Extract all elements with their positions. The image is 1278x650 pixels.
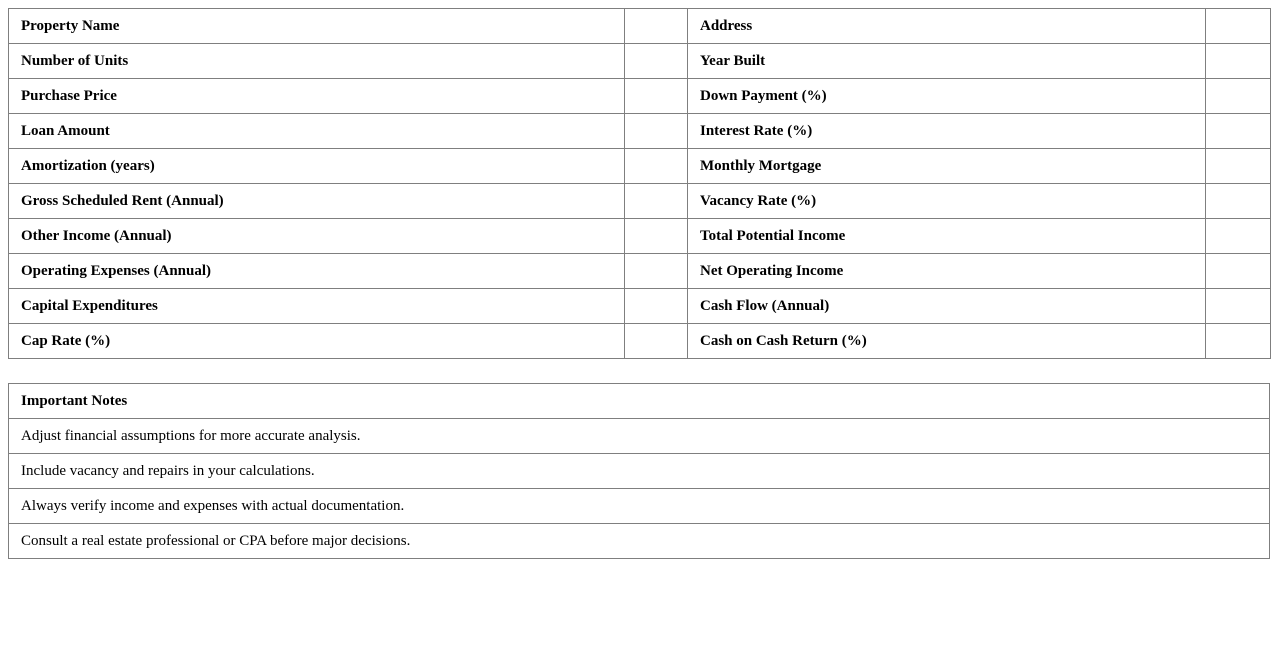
other-income-value[interactable] xyxy=(625,219,688,254)
amortization-label: Amortization (years) xyxy=(9,149,625,184)
property-analysis-table xyxy=(8,8,1271,359)
table-row xyxy=(9,419,1270,454)
table-row xyxy=(9,524,1270,559)
year-built-value[interactable] xyxy=(1206,44,1271,79)
table-row xyxy=(9,44,1271,79)
total-potential-income-label: Total Potential Income xyxy=(688,219,1206,254)
table-row xyxy=(9,324,1271,359)
other-income-label: Other Income (Annual) xyxy=(9,219,625,254)
note-item: Always verify income and expenses with actual documentation. xyxy=(9,489,1270,524)
number-of-units-value[interactable] xyxy=(625,44,688,79)
monthly-mortgage-value[interactable] xyxy=(1206,149,1271,184)
operating-expenses-value[interactable] xyxy=(625,254,688,289)
number-of-units-label: Number of Units xyxy=(9,44,625,79)
address-label: Address xyxy=(688,9,1206,44)
table-row xyxy=(9,254,1271,289)
note-item: Include vacancy and repairs in your calculations. xyxy=(9,454,1270,489)
important-notes-table xyxy=(8,383,1270,559)
gross-scheduled-rent-value[interactable] xyxy=(625,184,688,219)
total-potential-income-value[interactable] xyxy=(1206,219,1271,254)
address-value[interactable] xyxy=(1206,9,1271,44)
notes-title: Important Notes xyxy=(9,384,1270,419)
monthly-mortgage-label: Monthly Mortgage xyxy=(688,149,1206,184)
gross-scheduled-rent-label: Gross Scheduled Rent (Annual) xyxy=(9,184,625,219)
table-row xyxy=(9,184,1271,219)
capital-expenditures-label: Capital Expenditures xyxy=(9,289,625,324)
table-row xyxy=(9,149,1271,184)
down-payment-label: Down Payment (%) xyxy=(688,79,1206,114)
interest-rate-value[interactable] xyxy=(1206,114,1271,149)
table-row xyxy=(9,79,1271,114)
operating-expenses-label: Operating Expenses (Annual) xyxy=(9,254,625,289)
purchase-price-label: Purchase Price xyxy=(9,79,625,114)
property-name-value[interactable] xyxy=(625,9,688,44)
table-row xyxy=(9,289,1271,324)
cash-flow-label: Cash Flow (Annual) xyxy=(688,289,1206,324)
table-row xyxy=(9,454,1270,489)
loan-amount-value[interactable] xyxy=(625,114,688,149)
table-row xyxy=(9,114,1271,149)
interest-rate-label: Interest Rate (%) xyxy=(688,114,1206,149)
down-payment-value[interactable] xyxy=(1206,79,1271,114)
table-row xyxy=(9,9,1271,44)
vacancy-rate-value[interactable] xyxy=(1206,184,1271,219)
loan-amount-label: Loan Amount xyxy=(9,114,625,149)
purchase-price-value[interactable] xyxy=(625,79,688,114)
table-row xyxy=(9,219,1271,254)
cap-rate-value[interactable] xyxy=(625,324,688,359)
cap-rate-label: Cap Rate (%) xyxy=(9,324,625,359)
cash-on-cash-return-label: Cash on Cash Return (%) xyxy=(688,324,1206,359)
net-operating-income-value[interactable] xyxy=(1206,254,1271,289)
vacancy-rate-label: Vacancy Rate (%) xyxy=(688,184,1206,219)
amortization-value[interactable] xyxy=(625,149,688,184)
table-row xyxy=(9,489,1270,524)
cash-flow-value[interactable] xyxy=(1206,289,1271,324)
note-item: Adjust financial assumptions for more accurate analysis. xyxy=(9,419,1270,454)
net-operating-income-label: Net Operating Income xyxy=(688,254,1206,289)
property-name-label: Property Name xyxy=(9,9,625,44)
note-item: Consult a real estate professional or CPA before major decisions. xyxy=(9,524,1270,559)
table-row xyxy=(9,384,1270,419)
year-built-label: Year Built xyxy=(688,44,1206,79)
capital-expenditures-value[interactable] xyxy=(625,289,688,324)
cash-on-cash-return-value[interactable] xyxy=(1206,324,1271,359)
